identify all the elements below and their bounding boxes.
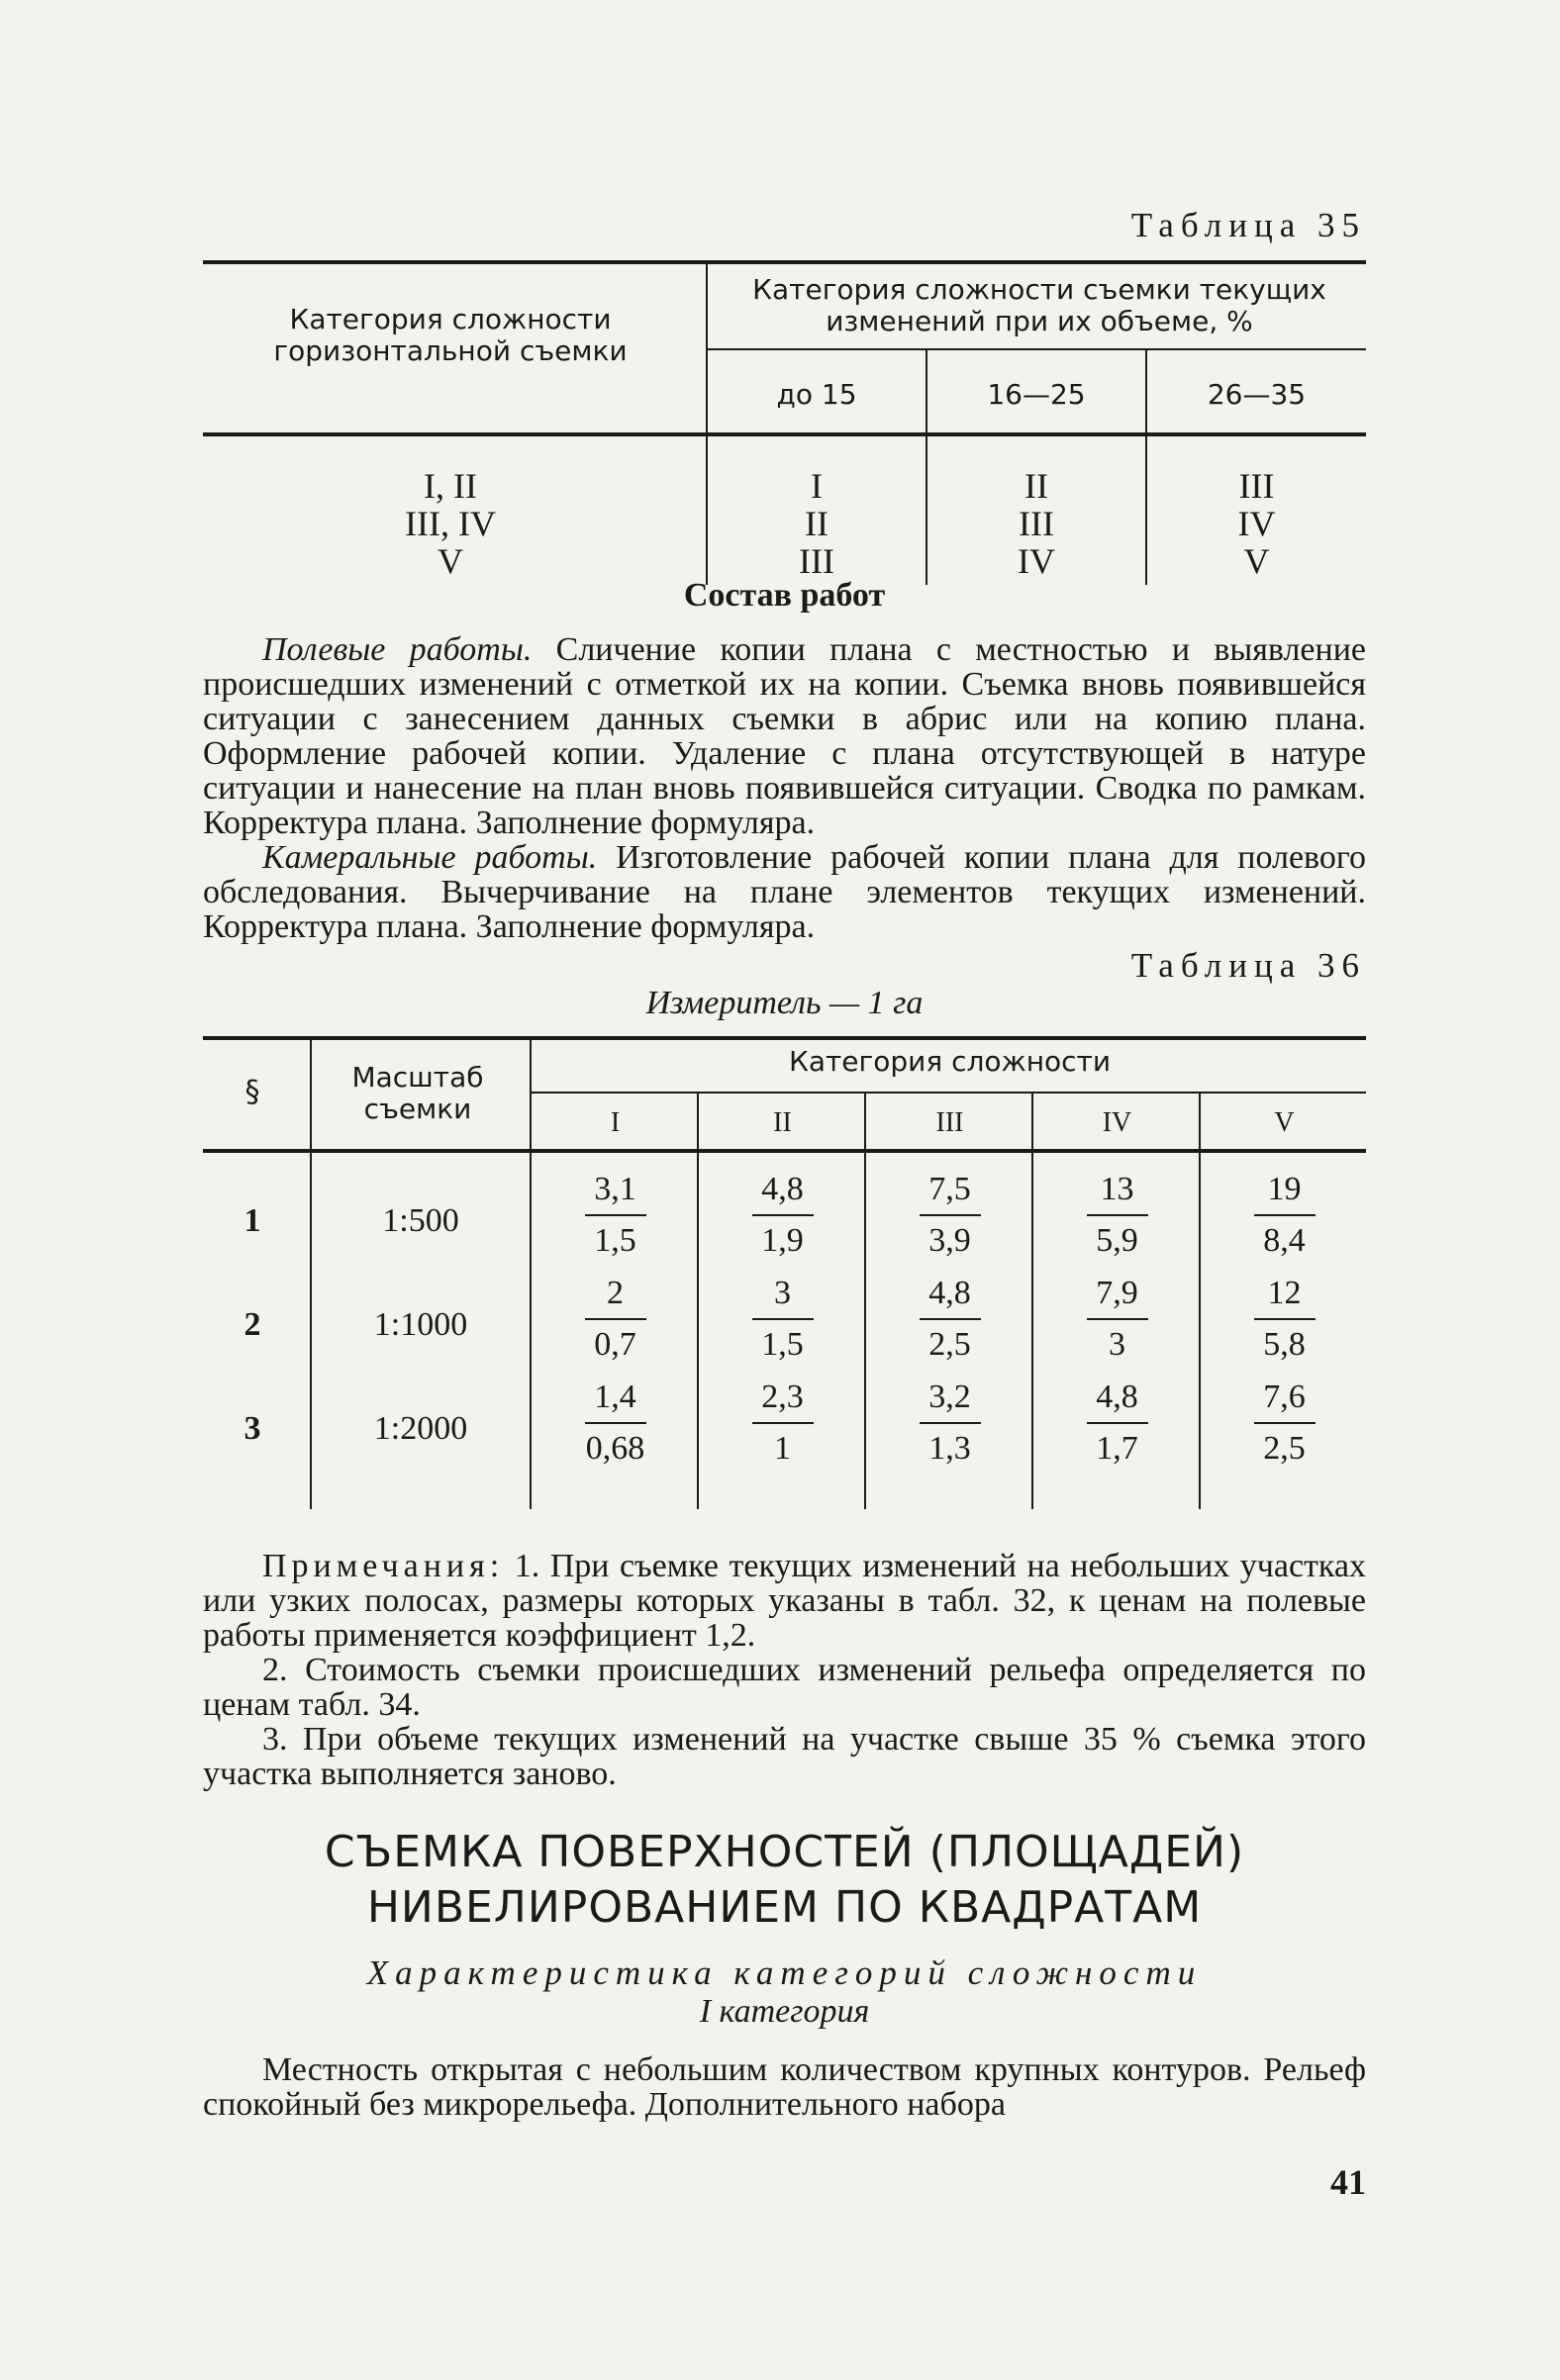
fraction-numerator: 3,2 <box>928 1379 971 1415</box>
table36-fraction-cell <box>1235 1380 1334 1466</box>
fraction-numerator: 4,8 <box>761 1171 804 1207</box>
fraction-denominator: 5,9 <box>1096 1222 1138 1259</box>
notes <box>203 1549 1366 1791</box>
table36-row-number: 2 <box>244 1306 261 1343</box>
fraction-denominator: 1 <box>774 1430 791 1467</box>
table35-col0-header: Категория сложности горизонтальной съемки <box>273 303 628 368</box>
table36-fraction-cell <box>901 1173 1000 1258</box>
table35-sub-header-3: 26—35 <box>1207 378 1307 411</box>
fraction-denominator: 2,5 <box>928 1326 971 1363</box>
table36-category-header-5: V <box>1274 1107 1295 1138</box>
table36-col-scale-header: Масштаб съемки <box>351 1061 484 1126</box>
notes-label: Примечания: <box>262 1548 505 1584</box>
document-page <box>203 206 1366 2202</box>
fraction-numerator: 2,3 <box>761 1379 804 1415</box>
table36-fraction-cell <box>1068 1173 1167 1258</box>
table35-col0: I, II III, IV V <box>405 466 496 581</box>
table36-fraction-cell <box>901 1277 1000 1362</box>
fraction-numerator: 3,1 <box>594 1171 636 1207</box>
table35-sub-header-1: до 15 <box>776 378 857 411</box>
fraction-numerator: 12 <box>1267 1275 1302 1311</box>
note-3: 3. При объеме текущих изменений на участке свыше 35 % съемка этого участка выполняется заново. <box>203 1721 1366 1792</box>
fraction-denominator: 0,7 <box>594 1326 636 1363</box>
final-paragraph: Местность открытая с небольшим количеством крупных контуров. Рельеф спокойный без микрорельефа. Дополнительного набора <box>203 2051 1366 2123</box>
heading-subtitle: Характеристика категорий сложности <box>366 1953 1203 1992</box>
table35-col1: I II III <box>799 466 834 581</box>
table36-col-no-header: § <box>244 1075 260 1109</box>
table36-fraction-cell <box>1235 1277 1334 1362</box>
heading-line-2: НИВЕЛИРОВАНИЕМ ПО КВАДРАТАМ <box>366 1882 1203 1933</box>
table36-category-header-4: IV <box>1102 1107 1132 1138</box>
table36-fraction-cell <box>733 1380 832 1466</box>
table36-row-scale: 1:2000 <box>373 1410 468 1447</box>
table36-row-number: 1 <box>244 1202 261 1239</box>
table35-caption: Таблица 35 <box>1130 206 1366 244</box>
fraction-denominator: 8,4 <box>1263 1222 1306 1259</box>
fraction-numerator: 7,9 <box>1096 1275 1138 1311</box>
fraction-denominator: 3,9 <box>928 1222 971 1259</box>
fraction-denominator: 1,5 <box>594 1222 636 1259</box>
table36-category-header-2: II <box>773 1107 792 1138</box>
fraction-numerator: 7,6 <box>1263 1379 1306 1415</box>
fraction-numerator: 2 <box>607 1275 624 1311</box>
fraction-denominator: 1,9 <box>761 1222 804 1259</box>
table36-caption: Таблица 36 <box>1130 946 1366 985</box>
fraction-numerator: 13 <box>1100 1171 1134 1207</box>
table35-col3: III IV V <box>1237 466 1276 581</box>
office-work-text: Изготовление рабочей копии плана для полевого обследования. Вычерчивание на плане элементов текущих изменений. Корректура плана. Заполнение формуляра. <box>203 839 1366 945</box>
fraction-denominator: 5,8 <box>1263 1326 1306 1363</box>
table36-fraction-cell <box>901 1380 1000 1466</box>
field-work-text: Сличение копии плана с местностью и выявление происшедших изменений с отметкой их на копии. Съемка вновь появившейся ситуации с занесением данных съемки в абрис или на копию плана. Оформление рабочей копии. Удаление с плана отсутствующей в натуре ситуации и нанесение на план вновь появившейся ситуации. Сводка по рамкам. Корректура плана. Заполнение формуляра. <box>203 631 1366 841</box>
table35-group-header: Категория сложности съемки текущих изменений при их объеме, % <box>752 273 1326 338</box>
table36-fraction-cell <box>566 1277 665 1362</box>
fraction-numerator: 1,4 <box>594 1379 636 1415</box>
field-work-paragraph <box>203 632 1366 840</box>
fraction-numerator: 3 <box>774 1275 791 1311</box>
table36-fraction-cell <box>1068 1380 1167 1466</box>
table36-fraction-cell <box>733 1173 832 1258</box>
office-work-lead: Камеральные работы. <box>262 839 598 876</box>
table36-fraction-cell <box>1235 1173 1334 1258</box>
table35 <box>203 260 1366 595</box>
table36-category-header-3: III <box>935 1107 964 1138</box>
fraction-denominator: 1,7 <box>1096 1430 1138 1467</box>
fraction-denominator: 1,5 <box>761 1326 804 1363</box>
fraction-numerator: 4,8 <box>1096 1379 1138 1415</box>
table36-unit: Измеритель — 1 га <box>645 985 924 1021</box>
table36-row-scale: 1:500 <box>382 1202 459 1239</box>
table36-fraction-cell <box>566 1173 665 1258</box>
field-work-lead: Полевые работы. <box>262 631 533 668</box>
section-heading <box>203 1825 1366 2031</box>
heading-line-1: СЪЕМКА ПОВЕРХНОСТЕЙ (ПЛОЩАДЕЙ) <box>324 1827 1245 1877</box>
fraction-numerator: 7,5 <box>928 1171 971 1207</box>
table36-category-header-1: I <box>610 1107 621 1138</box>
fraction-numerator: 19 <box>1267 1171 1302 1207</box>
table35-col2: II III IV <box>1018 466 1055 581</box>
section-title: Состав работ <box>683 577 886 614</box>
office-work-paragraph <box>203 840 1366 944</box>
fraction-denominator: 1,3 <box>928 1430 971 1467</box>
note-1-text: 1. При съемке текущих изменений на небольших участках или узких полосах, размеры которых указаны в табл. 32, к ценам на полевые работы применяется коэффициент 1,2. <box>203 1548 1366 1654</box>
table36-fraction-cell <box>733 1277 832 1362</box>
table36 <box>203 1036 1366 1529</box>
table36-row-scale: 1:1000 <box>373 1306 468 1343</box>
table36-group-header: Категория сложности <box>788 1045 1112 1078</box>
fraction-numerator: 4,8 <box>928 1275 971 1311</box>
page-number: 41 <box>1330 2162 1366 2202</box>
note-2: 2. Стоимость съемки происшедших изменений рельефа определяется по ценам табл. 34. <box>203 1652 1366 1723</box>
table35-sub-header-2: 16—25 <box>987 378 1086 411</box>
fraction-denominator: 3 <box>1109 1326 1125 1363</box>
table36-fraction-cell <box>1068 1277 1167 1362</box>
fraction-denominator: 2,5 <box>1263 1430 1306 1467</box>
table36-row-number: 3 <box>244 1410 261 1447</box>
note-1 <box>203 1549 1366 1653</box>
table36-fraction-cell <box>566 1380 665 1466</box>
heading-category: I категория <box>699 1993 870 2030</box>
fraction-denominator: 0,68 <box>585 1430 645 1467</box>
